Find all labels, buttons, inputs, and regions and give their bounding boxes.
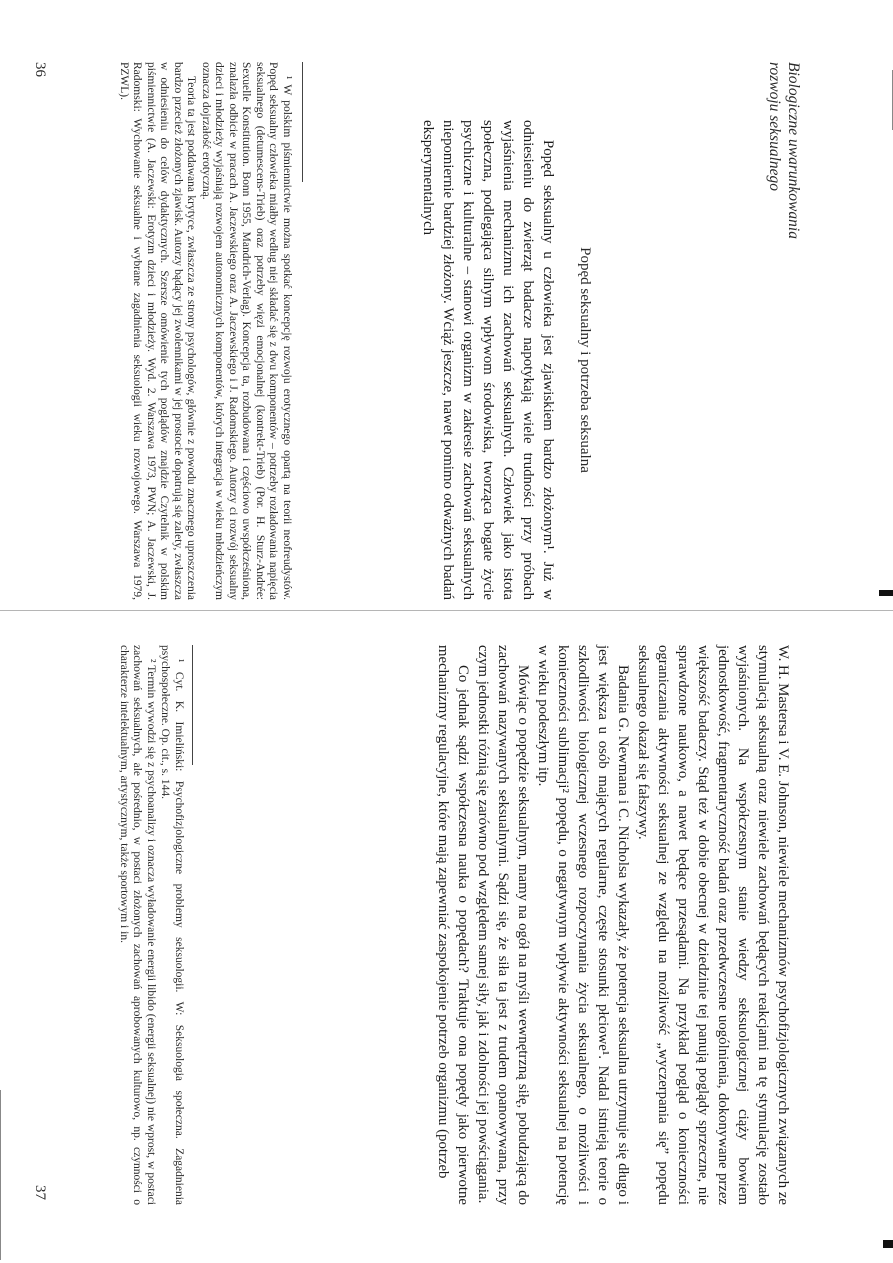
left-page (0, 0, 893, 620)
page-number: 37 (32, 1185, 48, 1200)
right-body (433, 645, 793, 1205)
section-title: Popęd seksualny i potrzeba seksualna (577, 247, 593, 473)
page-number: 36 (32, 62, 48, 77)
footnote: ² Termin wywodzi się z psychoanalizy i oznacza wyładowanie energii libido (energii seksualnej) nie wprost, w postaci zachowań seksualnych, ale pośrednio, w postaci złożonych zachowań aprobowanych kulturowo, np. czynności o charakterze intelektualnym, artystycznym, także sportowym i in. (118, 645, 157, 1205)
right-footnotes (116, 645, 186, 1205)
paragraph: Popęd seksualny u człowieka jest zjawiskiem bardzo złożonym¹. Już w odniesieniu do zwierząt badacze napotykają wiele trudności przy próbach wyjaśnienia mechanizmu ich zachowań seksualnych. Człowiek jako istota społeczna, podlegająca silnym wpływom środowiska, tworząca bogate życie psychiczne i kulturalne – stanowi organizm w zakresie zachowań seksualnych niepomiernie bardziej złożony. Wciąż jeszcze, nawet pomimo odważnych badań eksperymentalnych (420, 120, 556, 600)
footnote: Teoria ta jest poddawana krytyce, zwłaszcza ze strony psychologów, głównie z powodu znacznego uproszczenia bardzo przecież złożonych zjawisk. Autorzy bądący jej zwolennikami w jej prostocie dopatrują się zalety, zwłaszcza w odniesieniu do celów dydaktycznych. Szersze omówienie tych poglądów znajdzie Czytelnik w polskim piśmiennictwie (A. Jaczewski: Erotyzm dzieci i młodzieży. Wyd. 2. Warszawa 1973, PWN; A. Jaczewski, J. Radomski: Wychowanie seksualne i wybrane zagadnienia seksuologii wieku rozwojowego. Warszawa 1979, PZWL). (118, 62, 198, 600)
edge-line (0, 1090, 1, 1260)
paragraph: W. H. Mastersa i V. E. Johnson, niewiele mechanizmów psychofizjologicznych związanych ze stymulacją seksualną oraz niewiele zachowań będących reakcjami na tę stymulację zostało wyjaśnionych. Na współczesnym stanie wiedzy seksuologicznej ciąży bowiem jednostkowość, fragmentaryczność badań oraz przedwczesne uogólnienia, dokonywane przez większość badaczy. Stąd też w dobie obecnej w dziedzinie tej panują poglądy sprzeczne, nie sprawdzone naukowo, a nawet będące przesądami. Na przykład pogląd o konieczności ograniczania aktywności seksualnej ze względu na możliwość „wyczerpania się” popędu seksualnego okazał się fałszywy. (635, 645, 791, 1205)
paragraph: Co jednak sądzi współczesna nauka o popędach? Traktuje ona popędy jako pierwotne mechanizmy regulacyjne, które mają zapewniać zaspokojenie potrzeb organizmu (potrzeb (435, 645, 471, 1205)
right-page (0, 625, 893, 1263)
left-body (418, 120, 558, 600)
running-head (765, 62, 803, 362)
footnote: ¹ Cyt. K. Imieliński: Psychofizjologiczne problemy seksuologii. W: Seksuologia społeczna. Zagadnienia psychospołeczne. Op. cit., s. 144. (159, 645, 185, 1205)
footnote-rule (302, 62, 303, 182)
left-footnotes (116, 62, 294, 600)
running-head-line: rozwoju seksualnego (766, 62, 783, 192)
paragraph: Mówiąc o popędzie seksualnym, mamy na ogół na myśli wewnętrzną siłę, pobudzającą do zachowań nazywanych seksualnymi. Sądzi się, że siła ta jest z trudem opanowywana, przy czym jednostki różnią się zarówno pod względem samej siły, jak i zdolności jej powściągania. (475, 645, 531, 1205)
gutter-line (0, 610, 893, 611)
scan-artifact (883, 1240, 893, 1248)
running-head-line: Biologiczne uwarunkowania (785, 62, 802, 239)
paragraph: Badania G. Newmana i C. Nicholsa wykazały, że potencja seksualna utrzymuje się długo i jest większa u osób mających regularne, częste stosunki płciowe¹. Nadal istnieją teorie o szkodliwości biologicznej wczesnego rozpoczynania życia seksualnego, o możliwości i konieczności sublimacji² popędu, o negatywnym wpływie aktywności seksualnej na potencję w wieku podeszłym itp. (535, 645, 631, 1205)
footnote-rule (192, 645, 193, 765)
footnote: ¹ W polskim piśmiennictwie można spotkać koncepcję rozwoju erotycznego opartą na teorii neofreudystów. Popęd seksualny człowieka miałby według niej składać się z dwu komponentów – potrzeby rozładowania napięcia seksualnego (detumescens-Trieb) oraz potrzeby więzi emocjonalnej (kontrekt-Trieb) (Por. H. Sturz-Andrée: Sexuelle Konstitution. Bonn 1955, Mandrich-Verlag). Koncepcja ta, rozbudowana i częściowo uwspółcześniona, znalazła odbicie w pracach A. Jaczewskiego oraz A. Jaczewskiego i J. Radomskiego. Autorzy ci rozwój seksualny dzieci i młodzieży wyjaśniają rozwojem autonomicznych komponentów, których integracja w wieku młodzieńczym oznacza dojrzałość erotyczną. (200, 62, 293, 600)
scan-artifact (879, 590, 893, 596)
